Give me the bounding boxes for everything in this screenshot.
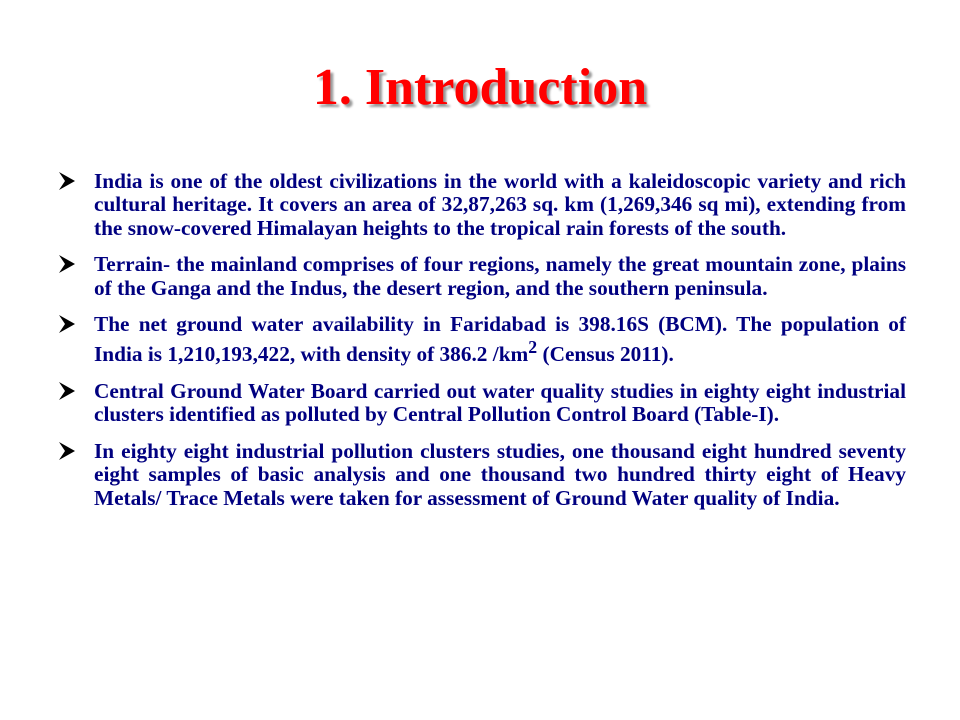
bullet-list [58,170,906,523]
bullet-text: (Census 2011). [537,342,674,367]
arrowhead-bullet-icon [58,441,76,461]
slide-title: 1. Introduction [312,59,648,116]
bullet-item [58,170,906,240]
arrowhead-bullet-icon [58,381,76,401]
bullet-item [58,313,906,367]
bullet-text: Central Ground Water Board carried out water quality studies in eighty eight industrial clusters identified as polluted by Central Pollution Control Board (Table-I). [94,378,906,427]
bullet-item [58,253,906,300]
arrowhead-bullet-icon [58,171,76,191]
arrowhead-bullet-icon [58,254,76,274]
arrowhead-bullet-icon [58,314,76,334]
bullet-text: The net ground water availability in Faridabad is 398.16S (BCM). The population of India is 1,210,193,422, with density of 386.2 /km [94,312,906,367]
bullet-text: India is one of the oldest civilizations in the world with a kaleidoscopic variety and rich cultural heritage. It covers an area of 32,87,263 sq. km (1,269,346 sq mi), extending from the snow-covered Himalayan heights to the tropical rain forests of the south. [94,169,906,240]
bullet-text: Terrain- the mainland comprises of four regions, namely the great mountain zone, plains of the Ganga and the Indus, the desert region, and the southern peninsula. [94,252,906,300]
bullet-item [58,440,906,510]
bullet-text: In eighty eight industrial pollution clusters studies, one thousand eight hundred seventy eight samples of basic analysis and one thousand two hundred thirty eight of Heavy Metals/ Trace Metals were taken for assessment of Ground Water quality of India. [94,438,906,510]
bullet-item [58,380,906,427]
superscript: 2 [528,337,538,358]
